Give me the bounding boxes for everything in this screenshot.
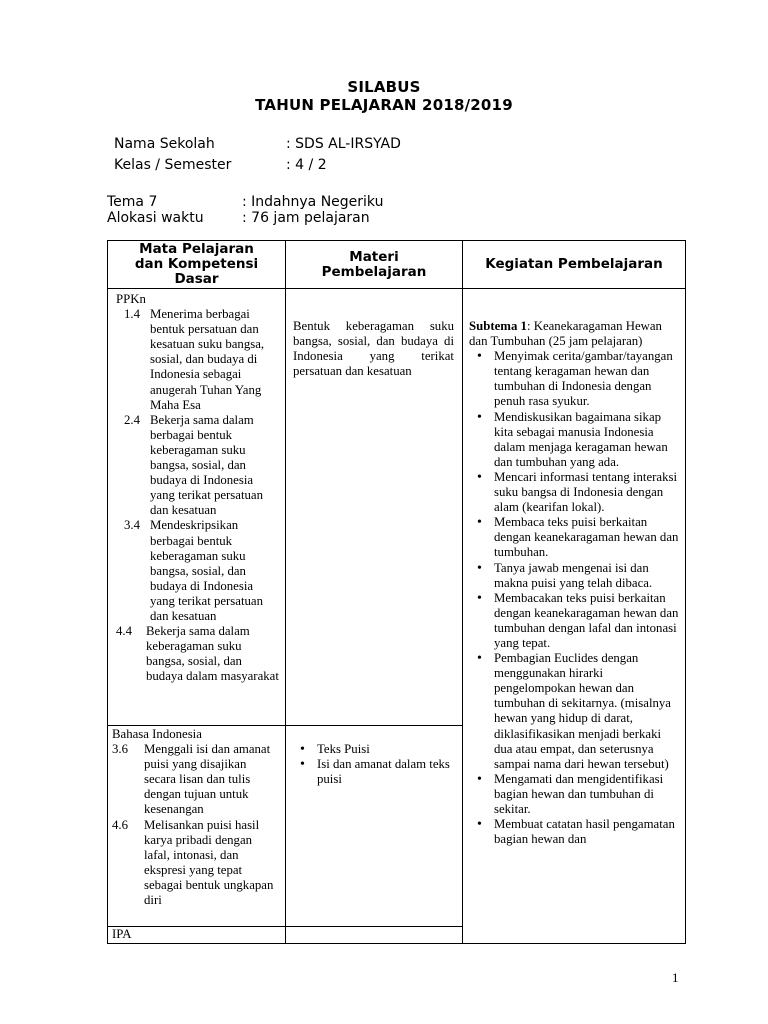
page-number: 1 (672, 970, 679, 985)
class-value: : 4 / 2 (286, 157, 327, 173)
class-label: Kelas / Semester (114, 157, 232, 173)
theme-value: : Indahnya Negeriku (242, 194, 384, 210)
table-header-row (108, 241, 686, 289)
header-kegiatan: Kegiatan Pembelajaran (463, 241, 686, 289)
header-materi: Materi Pembelajaran (286, 241, 463, 289)
kegiatan-list (469, 349, 679, 847)
kd-item (112, 742, 281, 817)
kd-text: Bekerja sama dalam keberagaman suku bangsa, sosial, dan budaya dalam masyarakat (146, 624, 279, 684)
kd-item (116, 413, 281, 519)
page-subtitle: TAHUN PELAJARAN 2018/2019 (255, 96, 513, 114)
ppkn-cell (108, 289, 286, 726)
list-item: • Mengamati dan mengidentifikasi bagian hewan dan tumbuhan di sekitar. (469, 772, 679, 817)
kd-number: 2.4 (124, 412, 140, 427)
kd-number: 4.6 (112, 817, 128, 832)
list-item: • Mencari informasi tentang interaksi suku bangsa di Indonesia dengan alam (kearifan lokal). (469, 470, 679, 515)
list-item: • Membacakan teks puisi berkaitan dengan keanekaragaman hewan dan tumbuhan dengan lafal dan intonasi yang tepat. (469, 591, 679, 651)
materi-list (292, 742, 456, 787)
kd-number: 3.4 (124, 518, 140, 533)
bahasa-materi-cell (286, 726, 463, 927)
kd-text: Menerima berbagai bentuk persatuan dan kesatuan suku bangsa, sosial, dan budaya di Indonesia sebagai anugerah Tuhan Yang Maha Esa (150, 307, 265, 412)
page-title: SILABUS (347, 78, 421, 96)
theme-label: Tema 7 (107, 194, 158, 210)
list-item: • Tanya jawab mengenai isi dan makna puisi yang telah dibaca. (469, 561, 679, 591)
time-label: Alokasi waktu (107, 210, 204, 226)
subtema-heading (469, 319, 679, 349)
ipa-cell (108, 927, 286, 944)
subject-ipa: IPA (112, 927, 132, 941)
list-item: • Isi dan amanat dalam teks puisi (292, 757, 456, 787)
subtema-text: : Keanekaragaman Hewan dan Tumbuhan (25 jam pelajaran) (469, 319, 662, 349)
list-item: • Mendiskusikan bagaimana sikap kita sebagai manusia Indonesia dalam menjaga keragaman hewan dan tumbuhan yang ada. (469, 410, 679, 470)
bahasa-cell (108, 726, 286, 927)
list-item: • Membaca teks puisi berkaitan dengan keanekaragaman hewan dan tumbuhan. (469, 515, 679, 560)
subject-ppkn: PPKn (116, 292, 146, 306)
kd-text: Mendeskripsikan berbagai bentuk keberagaman suku bangsa, sosial, dan budaya di Indonesia yang terikat persatuan dan kesatuan (150, 518, 263, 623)
kd-item (116, 307, 281, 413)
list-item: • Pembagian Euclides dengan menggunakan hirarki pengelompokan hewan dan tumbuhan di sekitarnya. (misalnya hewan yang hidup di darat, diklasifikasikan menjadi berkaki dua atau empat, dan seterusnya sampai nama dari hewan tersebut) (469, 651, 679, 772)
kd-item (112, 818, 281, 909)
table-row-ppkn (108, 289, 686, 726)
subject-bahasa: Bahasa Indonesia (112, 727, 202, 741)
header-subject: Mata Pelajaran dan Kompetensi Dasar (108, 241, 286, 289)
kegiatan-cell (463, 289, 686, 944)
subtema-label: Subtema 1 (469, 319, 527, 333)
kd-text: Menggali isi dan amanat puisi yang disajikan secara lisan dan tulis dengan tujuan untuk kesenangan (144, 742, 271, 817)
kd-item (116, 624, 281, 684)
school-value: : SDS AL-IRSYAD (286, 136, 401, 152)
list-item: • Teks Puisi (292, 742, 456, 757)
syllabus-table (107, 240, 686, 944)
kd-number: 1.4 (124, 307, 140, 322)
ipa-materi-cell (286, 927, 463, 944)
time-value: : 76 jam pelajaran (242, 210, 370, 226)
kd-number: 4.4 (116, 624, 132, 639)
kd-text: Melisankan puisi hasil karya pribadi dengan lafal, intonasi, dan ekspresi yang tepat sebagai bentuk ungkapan diri (144, 817, 274, 908)
kd-text: Bekerja sama dalam berbagai bentuk keberagaman suku bangsa, sosial, dan budaya di Indonesia yang terikat persatuan dan kesatuan (150, 412, 263, 518)
school-label: Nama Sekolah (114, 136, 215, 152)
kd-number: 3.6 (112, 742, 128, 757)
ppkn-materi-cell (286, 289, 463, 726)
list-item: • Menyimak cerita/gambar/tayangan tentang keragaman hewan dan tumbuhan di Indonesia dengan penuh rasa syukur. (469, 349, 679, 409)
materi-ppkn: Bentuk keberagaman suku bangsa, sosial, dan budaya di Indonesia yang terikat persatuan dan kesatuan (293, 319, 454, 379)
list-item: • Membuat catatan hasil pengamatan bagian hewan dan (469, 817, 679, 847)
kd-item (116, 518, 281, 624)
